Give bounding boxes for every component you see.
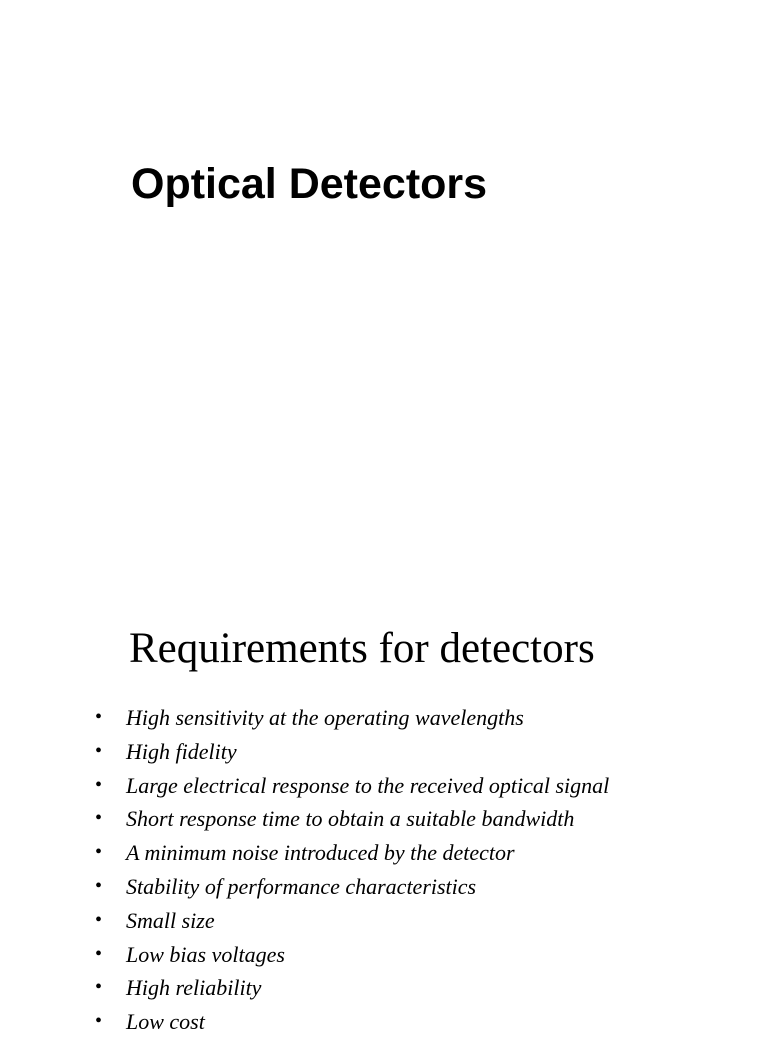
list-item xyxy=(0,769,768,803)
list-item-text: Low bias voltages xyxy=(126,941,285,967)
list-item xyxy=(0,870,768,904)
bullet-icon: • xyxy=(95,1010,103,1033)
list-item xyxy=(0,971,768,1005)
bullet-icon: • xyxy=(95,807,103,830)
list-item xyxy=(0,904,768,938)
list-item xyxy=(0,1005,768,1039)
list-item xyxy=(0,735,768,769)
list-item-text: High reliability xyxy=(126,975,262,1001)
list-item-text: High sensitivity at the operating wavelengths xyxy=(126,705,524,730)
bullet-icon: • xyxy=(95,773,103,796)
list-item-text: Large electrical response to the received optical signal xyxy=(126,772,610,798)
bullet-icon: • xyxy=(95,739,103,762)
list-item xyxy=(0,701,768,735)
list-item-text: Stability of performance characteristics xyxy=(126,873,477,899)
list-item xyxy=(0,836,768,870)
section-heading: Requirements for detectors xyxy=(129,625,595,672)
list-item-text: Low cost xyxy=(126,1009,205,1035)
bullet-icon: • xyxy=(95,942,103,965)
bullet-icon: • xyxy=(95,874,103,897)
bullet-icon: • xyxy=(95,908,103,931)
list-item-text: High fidelity xyxy=(126,738,237,764)
list-item xyxy=(0,938,768,972)
bullet-icon: • xyxy=(95,976,103,999)
bullet-icon: • xyxy=(95,841,103,864)
list-item-text: A minimum noise introduced by the detector xyxy=(126,840,515,866)
page-title: Optical Detectors xyxy=(131,160,488,208)
bullet-icon: • xyxy=(95,706,103,728)
list-item-text: Small size xyxy=(126,907,215,933)
list-item xyxy=(0,802,768,836)
requirements-list xyxy=(0,701,768,1039)
list-item-text: Short response time to obtain a suitable bandwidth xyxy=(126,806,575,832)
